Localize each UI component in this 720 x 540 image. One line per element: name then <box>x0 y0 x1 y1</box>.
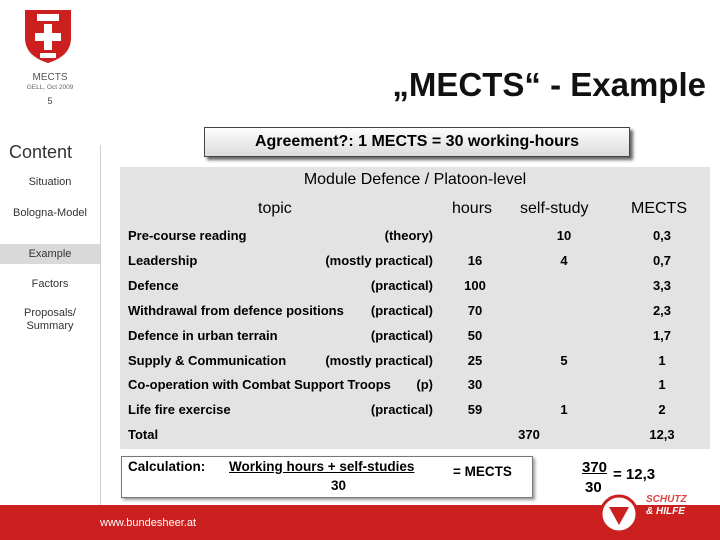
header-self-study: self-study <box>520 200 589 217</box>
result-numerator: 370 <box>582 459 608 476</box>
presentation-date: GELL, Oct 2009 <box>26 84 74 91</box>
row-type: (practical) <box>370 303 433 318</box>
row-hours: 30 <box>467 377 483 392</box>
row-topic: Defence in urban terrain <box>128 328 278 343</box>
calculation-equals: = MECTS <box>453 464 512 479</box>
row-topic: Life fire exercise <box>128 402 231 417</box>
row-self-study: 4 <box>560 253 568 268</box>
nav-item-factors[interactable]: Factors <box>31 278 69 290</box>
calculation-denominator: 30 <box>331 478 347 493</box>
row-self-study: 5 <box>560 353 568 368</box>
row-mects: 0,3 <box>652 228 672 243</box>
brand-text <box>646 494 687 518</box>
header-mects: MECTS <box>631 200 687 217</box>
row-hours: 16 <box>467 253 483 268</box>
row-hours: 59 <box>467 402 483 417</box>
row-type: (practical) <box>370 402 433 417</box>
row-type: (mostly practical) <box>325 253 433 268</box>
header-hours: hours <box>452 200 493 217</box>
row-type: (mostly practical) <box>325 353 433 368</box>
module-title: Module Defence / Platoon-level <box>303 171 527 188</box>
row-type: (practical) <box>370 278 433 293</box>
row-self-study: 10 <box>556 228 572 243</box>
total-mects: 12,3 <box>649 427 675 442</box>
row-type: (practical) <box>370 328 433 343</box>
row-topic: Co-operation with Combat Support Troops <box>128 377 391 392</box>
schutz-hilfe-logo-icon <box>599 494 639 534</box>
row-mects: 2 <box>658 402 666 417</box>
nav-item-bologna-model[interactable]: Bologna-Model <box>13 207 87 219</box>
agreement-box: Agreement?: 1 MECTS = 30 working-hours <box>204 127 630 157</box>
header-topic: topic <box>258 200 292 217</box>
nav-item-proposals-summary[interactable]: Proposals/ Summary <box>24 307 76 332</box>
brand-line-2: & HILFE <box>646 506 685 517</box>
app-title: MECTS <box>32 72 68 83</box>
nav-item-situation[interactable]: Situation <box>28 176 72 188</box>
brand-line-1: SCHUTZ <box>646 494 687 505</box>
calculation-numerator: Working hours + self-studies <box>229 459 415 474</box>
row-topic: Defence <box>128 278 179 293</box>
row-mects: 1,7 <box>652 328 672 343</box>
slide-title: „MECTS“ - Example <box>392 66 706 103</box>
total-label: Total <box>128 427 159 442</box>
row-mects: 1 <box>658 353 666 368</box>
result-equals: = 12,3 <box>613 466 656 483</box>
calculation-label: Calculation: <box>128 459 206 474</box>
row-topic: Leadership <box>128 253 198 268</box>
bundesheer-crest-icon <box>21 8 75 64</box>
row-hours: 25 <box>467 353 483 368</box>
content-heading: Content <box>9 142 73 162</box>
result-denominator: 30 <box>585 479 602 496</box>
row-mects: 3,3 <box>652 278 672 293</box>
row-mects: 0,7 <box>652 253 672 268</box>
row-hours: 50 <box>467 328 483 343</box>
page-number: 5 <box>47 96 53 106</box>
row-hours: 70 <box>467 303 483 318</box>
nav-item-example[interactable]: Example <box>0 244 100 264</box>
row-topic: Withdrawal from defence positions <box>128 303 344 318</box>
footer-url[interactable]: www.bundesheer.at <box>100 517 197 529</box>
row-topic: Pre-course reading <box>128 228 247 243</box>
row-type: (theory) <box>384 228 433 243</box>
row-topic: Supply & Communication <box>128 353 287 368</box>
total-value: 370 <box>518 427 540 442</box>
sidebar <box>0 0 100 505</box>
row-mects: 1 <box>658 377 666 392</box>
row-mects: 2,3 <box>652 303 672 318</box>
row-hours: 100 <box>464 278 486 293</box>
sidebar-divider <box>100 145 101 525</box>
row-type: (p) <box>416 377 433 392</box>
row-self-study: 1 <box>560 402 568 417</box>
